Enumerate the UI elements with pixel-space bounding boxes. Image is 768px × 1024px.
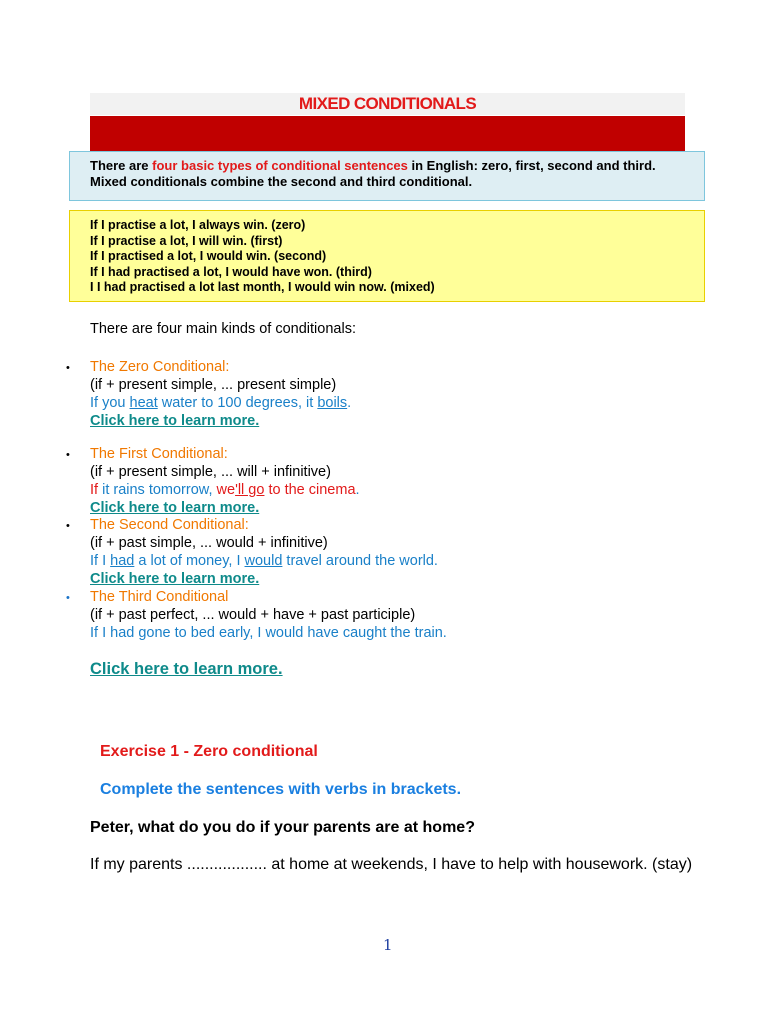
second-ex-d: would (244, 553, 283, 569)
first-ex-a: If (90, 482, 99, 498)
third-conditional-section (90, 588, 447, 642)
bullet-first: • (66, 449, 70, 461)
second-learn-more-link[interactable]: Click here to learn more. (90, 571, 260, 587)
zero-example (90, 394, 351, 412)
first-conditional-section (90, 445, 360, 517)
zero-ex-c: water to 100 degrees, it (157, 395, 318, 411)
intro-pre: There are (90, 158, 153, 173)
first-learn-more-link[interactable]: Click here to learn more. (90, 500, 260, 516)
zero-formula: (if + present simple, ... present simple) (90, 377, 337, 393)
example-second: If I practised a lot, I would win. (second) (90, 249, 327, 263)
bullet-second: • (66, 520, 70, 532)
example-first: If I practise a lot, I will win. (first) (90, 233, 283, 248)
first-ex-f: . (355, 482, 360, 498)
zero-conditional-section (90, 358, 351, 430)
example-third: If I had practised a lot, I would have won. (third) (90, 264, 372, 279)
third-example: If I had gone to bed early, I would have caught the train. (90, 625, 447, 641)
bullet-third: • (66, 592, 70, 604)
first-ex-e: to the cinema (264, 482, 356, 498)
third-formula: (if + past perfect, ... would + have + past participle) (90, 607, 416, 623)
second-conditional-section (90, 516, 438, 588)
first-ex-d: 'll go (235, 482, 265, 498)
first-ex-c: we (216, 482, 236, 498)
intro-line-1 (90, 158, 704, 174)
second-ex-c: a lot of money, I (134, 553, 245, 569)
first-example (90, 481, 360, 499)
title-red-bar (90, 116, 685, 151)
zero-ex-d: boils (317, 395, 348, 411)
first-heading: The First Conditional: (90, 446, 228, 462)
exercise-title: Exercise 1 - Zero conditional (100, 743, 318, 760)
page-number: 1 (383, 936, 393, 954)
zero-learn-more-link[interactable]: Click here to learn more. (90, 413, 260, 429)
second-formula: (if + past simple, ... would + infinitive) (90, 535, 328, 551)
bullet-zero: • (66, 362, 70, 374)
kinds-intro: There are four main kinds of conditionals: (90, 321, 356, 337)
zero-heading: The Zero Conditional: (90, 359, 230, 375)
title-band (90, 93, 685, 115)
second-example (90, 552, 438, 570)
exercise-sentence: If my parents .................. at home at weekends, I have to help with housework. (stay) (90, 856, 693, 873)
zero-ex-a: If you (90, 395, 130, 411)
learn-more-link[interactable]: Click here to learn more. (90, 660, 283, 678)
second-heading: The Second Conditional: (90, 517, 249, 533)
exercise-question: Peter, what do you do if your parents are at home? (90, 819, 475, 836)
exercise-instruction: Complete the sentences with verbs in brackets. (100, 781, 462, 798)
zero-ex-b: heat (129, 395, 158, 411)
first-formula: (if + present simple, ... will + infinitive) (90, 464, 331, 480)
second-ex-b: had (110, 553, 135, 569)
second-ex-e: travel around the world. (282, 553, 438, 569)
intro-line-2: Mixed conditionals combine the second and third conditional. (90, 174, 473, 189)
second-ex-a: If I (90, 553, 111, 569)
intro-highlight: four basic types of conditional sentences (152, 158, 408, 173)
zero-ex-e: . (347, 395, 352, 411)
page-title: MIXED CONDITIONALS (298, 94, 477, 113)
intro-post: in English: zero, first, second and third. (407, 158, 656, 173)
example-zero: If I practise a lot, I always win. (zero) (90, 218, 306, 232)
intro-box (69, 151, 705, 201)
first-ex-b: it rains tomorrow, (98, 482, 217, 498)
examples-box (69, 210, 705, 302)
third-heading: The Third Conditional (90, 589, 229, 605)
example-mixed: I I had practised a lot last month, I would win now. (mixed) (90, 280, 435, 294)
